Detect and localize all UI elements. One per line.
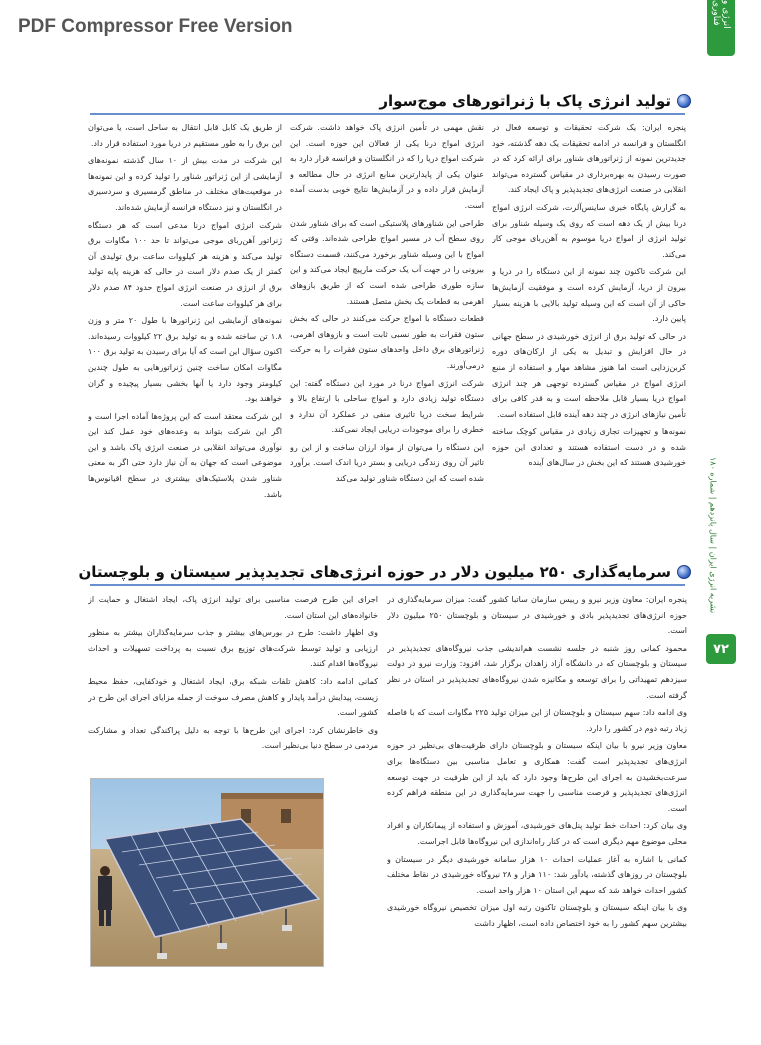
- article2-column-left: [88, 592, 378, 772]
- section-tab: انرژی و فناوری: [707, 0, 735, 56]
- paragraph: پنجره ایران: یک شرکت تحقیقات و توسعه فعال در انگلستان و فرانسه در ادامه تحقیقات یک دهه گذشته، خود جدیدترین نمونه از ژنراتورهای شناور برای ارائه کرد که در صورت رسیدن به بهره‌برداری در مقیاس گسترده می‌تواند انقلابی در صنعت انرژی‌های تجدیدپذیر و پاک ایجاد کند.: [492, 123, 686, 195]
- paragraph: معاون وزیر نیرو با بیان اینکه سیستان و بلوچستان دارای ظرفیت‌های بی‌نظیر در حوزه انرژی‌های تجدیدپذیر است گفت: همکاری و تعامل مناسبی بین دستگاه‌ها برای سرعت‌بخشیدن به اجرای این طرح‌ها وجود دارد که باید از این ظرفیت در جهت توسعه انرژی‌های تجدیدپذیر و فرصت مناسبی را جهت سرمایه‌گذاری در این منطقه فراهم کرده است.: [387, 741, 687, 813]
- paragraph: قطعات دستگاه با امواج حرکت می‌کنند در حالی که بخش ستون فقرات به طور نسبی ثابت است و بازوهای اهرمی، ژنراتورهای برق داخل واحدهای ستون فقرات را به حرکت درمی‌آورند.: [290, 314, 484, 370]
- paragraph: کمانی با اشاره به آغاز عملیات احداث ۱۰ هزار سامانه خورشیدی دیگر در سیستان و بلوچستان در روزهای گذشته، یادآور شد: ۱۱۰ هزار و ۲۸ نیروگاه خورشیدی در نقاط مختلف کشور احداث خواهد شد که سهم این استان ۱۰ هزار واحد است.: [387, 854, 687, 895]
- paragraph: شرکت انرژی امواج درنا در مورد این دستگاه گفته: این دستگاه تولید زیادی دارد و امواج ساحلی با ارتفاع بالا و شرایط سخت دریا تاثیری منفی در عملکرد آن ندارد و خطری را برای موجودات دریایی ایجاد نمی‌کند.: [290, 378, 484, 435]
- article2-title-text: سرمایه‌گذاری ۲۵۰ میلیون دلار در حوزه انرژی‌های تجدیدپذیر سیستان و بلوچستان: [78, 563, 671, 581]
- paragraph: کمانی ادامه داد: کاهش تلفات شبکه برق، ایجاد اشتغال و خودکفایی، حفظ محیط زیست، پیدایش درآمد پایدار و کاهش مصرف سوخت از جمله مزایای اجرای این طرح در کشور است.: [88, 676, 378, 718]
- paragraph: وی بیان کرد: احداث خط تولید پنل‌های خورشیدی، آموزش و استفاده از پیمانکاران و افراد محلی موضوع مهم دیگری است که در کنار راه‌اندازی این نیروگاه‌ها قابل اجراست.: [387, 821, 687, 846]
- paragraph: در حالی که تولید برق از انرژی خورشیدی در سطح جهانی در حال افزایش و تبدیل به یکی از ارکان‌های دوره کربن‌زدایی است اما هنوز مشاهد مهار و استفاده از منبع انرژی امواج در مقیاس گسترده توجهی هر چند انرژی امواج دریا بسیار قابل ملاحظه است و به قدر کافی برای تأمین نیازهای انرژی در چند دهه آینده قابل استفاده است.: [492, 331, 686, 419]
- article1-rule: [90, 113, 685, 115]
- globe-bullet-icon: [677, 94, 691, 108]
- solar-panels-photo: [90, 778, 324, 967]
- paragraph: پنجره ایران: معاون وزیر نیرو و رییس سازمان ساتبا کشور گفت: میزان سرمایه‌گذاری در حوزه انرژی‌های تجدیدپذیر بادی و خورشیدی در سیستان و بلوچستان ۲۵۰ میلیون دلار است.: [387, 595, 687, 636]
- paragraph: وی ادامه داد: سهم سیستان و بلوچستان از این میزان تولید ۲۲۵ مگاوات است که با فاصله زیاد رتبه دوم در کشور را دارد.: [387, 708, 687, 733]
- article1-column-left: [88, 120, 282, 558]
- article1-column-right: [492, 120, 686, 558]
- pdf-watermark: PDF Compressor Free Version: [18, 16, 293, 37]
- paragraph: وی خاطرنشان کرد: اجرای این طرح‌ها با توجه به دلیل پراکندگی تعداد و مشارکت مردمی در سطح دنیا بی‌نظیر است.: [88, 725, 378, 751]
- paragraph: از طریق یک کابل قابل انتقال به ساحل است، یا می‌توان این برق را به طور مستقیم در دریا مورد استفاده قرار داد.: [88, 123, 282, 148]
- paragraph: این شرکت در مدت بیش از ۱۰ سال گذشته نمونه‌های آزمایشی از این ژنراتور شناور را تولید کرده و این نمونه‌ها در موقعیت‌های مختلف در مناطق گرمسیری و سردسیری در انگلستان و نیز دستگاه فرانسه آزمایش شده‌اند.: [88, 156, 282, 212]
- article2-rule: [90, 584, 685, 586]
- paragraph: اجرای این طرح فرصت مناسبی برای تولید انرژی پاک، ایجاد اشتغال و حمایت از خانواده‌های این استان است.: [88, 595, 378, 620]
- paragraph: وی با بیان اینکه سیستان و بلوچستان تاکنون رتبه اول میزان تخصیص نیروگاه خورشیدی بیشترین سهم کشور را به خود اختصاص داده است، اظهار داشت: [387, 903, 687, 928]
- article1-title: [379, 92, 691, 110]
- paragraph: نمونه‌ها و تجهیزات تجاری زیادی در مقیاس کوچک ساخته شده و در دست استفاده هستند و تعدادی این حوزه خورشیدی هستند که این بخش در سال‌های آینده: [492, 427, 686, 468]
- paragraph: طراحی این شناورهای پلاستیکی است که برای شناور شدن روی سطح آب در مسیر امواج طراحی شده‌اند. وقتی که امواج با این وسیله شناور برخورد می‌کنند، قسمت دستگاه بیرونی را در جهت آب یک حرکت مارپیچ ایجاد می‌کند و این سازه طوری طراحی شده است که از طریق بازوهای اهرمی به قطعات یک بخش متصل هستند.: [290, 218, 484, 306]
- paragraph: نمونه‌های آزمایشی این ژنراتورها با طول ۲۰ متر و وزن ۱.۸ تن ساخته شده و به تولید برق ۲۲ کیلووات رسیده‌اند. اکنون سؤال این است که آیا برای رسیدن به تولید برق ۱۰۰ مگاوات امکان ساخت چنین ژنراتورهایی به طول چندین کیلومتر وجود دارد یا آنها بخشی بسیار پیچیده و گران خواهند بود.: [88, 316, 282, 404]
- paragraph: شرکت انرژی امواج درنا مدعی است که هر دستگاه ژنراتور آهن‌ربای موجی می‌تواند تا حد ۱۰۰ مگاوات برق تولید می‌کند و هزینه هر کیلووات ساعت برق تولیدی آن کمتر از یک صدم دلار است در حالی که هزینه پایه تولید برق از انرژی در صنعت انرژی امواج حدود ۸۴ صدم دلار برای هر کیلووات ساعت است.: [88, 220, 282, 308]
- paragraph: این دستگاه را می‌توان از مواد ارزان ساخت و از این رو تاثیر آن روی زندگی دریایی و بستر دریا اندک است. برآورد شده است که این دستگاه شناور تولید می‌کند: [290, 442, 484, 484]
- paragraph: محمود کمانی روز شنبه در جلسه نشست هم‌اندیشی جذب نیروگاه‌های تجدیدپذیر در سیستان و بلوچستان که در دانشگاه آزاد زاهدان برگزار شد، افزود: وزارت نیرو در دولت سیزدهم تمهیداتی را برای توسعه و مکانیزه شدن نیروگاه‌های تجدیدپذیر در استان در نظر گرفته است.: [387, 643, 687, 700]
- paragraph: این شرکت معتقد است که این پروژه‌ها آماده اجرا است و اگر این شرکت بتواند به وعده‌های خود عمل کند این نوآوری می‌تواند انقلابی در صنعت انرژی پاک باشد و این موضوعی است که جهان به آن نیاز دارد حتی اگر به معنی شناور شدن پلاستیک‌های بیشتری در سطح اقیانوس‌ها باشد.: [88, 411, 282, 499]
- page-number: ۷۲: [706, 634, 736, 664]
- paragraph: نقش مهمی در تأمین انرژی پاک خواهد داشت. شرکت انرژی امواج درنا یکی از فعالان این حوزه است. این شرکت امواج دریا را که در انگلستان و فرانسه قرار دارد به عنوان یکی از پایدارترین منابع انرژی در حال مطالعه و آزمایش قرار داده و در آزمایش‌ها نتایج خوبی بدست آمده است.: [290, 123, 484, 210]
- article1-column-middle: [290, 120, 484, 558]
- globe-bullet-icon: [677, 565, 691, 579]
- paragraph: به گزارش پایگاه خبری ساینس‌آلرت، شرکت انرژی امواج درنا بیش از یک دهه است که روی یک وسیله شناور برای تولید انرژی از امواج دریا موسوم به آهن‌ربای موجی کار می‌کند.: [492, 202, 686, 259]
- paragraph: این شرکت تاکنون چند نمونه از این دستگاه را در دریا و بیرون از دریا، آزمایش کرده است و موفقیت آزمایش‌ها حاکی از آن است که این وسیله تولید بالایی با هزینه بسیار پایین دارد.: [492, 267, 686, 324]
- article2-column-right: [387, 592, 687, 1032]
- paragraph: وی اظهار داشت: طرح در بورس‌های بیشتر و جذب سرمایه‌گذاران بیشتر به منظور ارزیابی و تولید توسط شرکت‌های توزیع برق نسبت به پرداخت تسهیلات و احداث نیروگاه‌ها اقدام کنند.: [88, 628, 378, 669]
- article1-title-text: تولید انرژی پاک با ژنراتورهای موج‌سوار: [379, 92, 671, 110]
- publication-strip: نشریه انرژی ایران | سال پانزدهم | شماره ۱۸۰: [708, 456, 718, 614]
- article2-title: [79, 563, 692, 581]
